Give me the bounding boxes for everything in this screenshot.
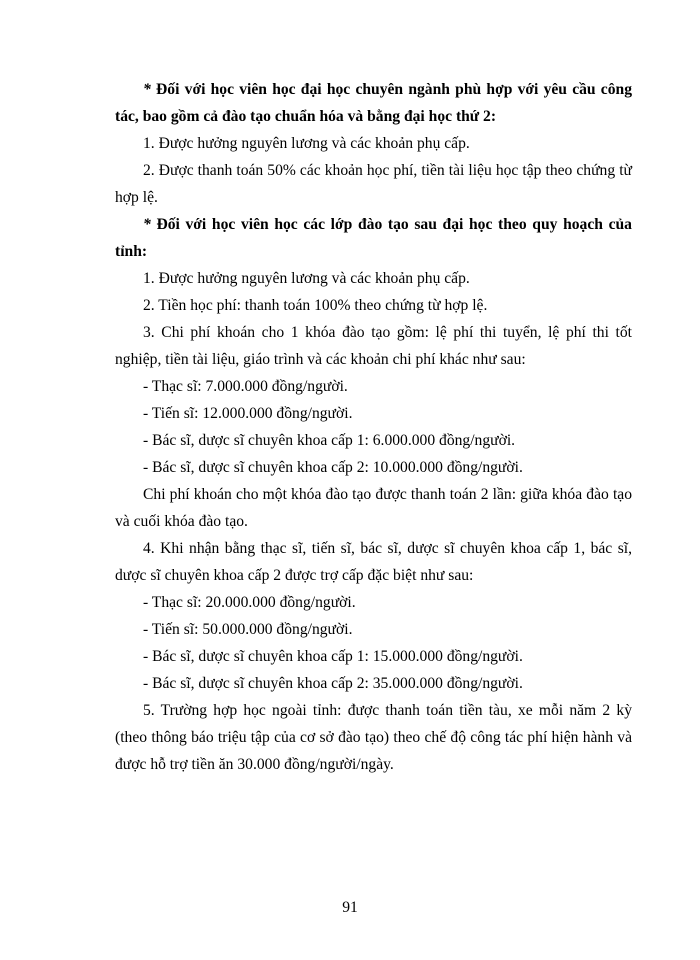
allowance-list-item: - Thạc sĩ: 20.000.000 đồng/người. (143, 594, 356, 611)
allowance-list-item: - Tiến sĩ: 50.000.000 đồng/người. (143, 621, 353, 638)
section-2-item-1: 1. Được hưởng nguyên lương và các khoản phụ cấp. (143, 270, 470, 287)
section-2-item-4: 4. Khi nhận bằng thạc sĩ, tiến sĩ, bác sĩ, dược sĩ chuyên khoa cấp 1, bác sĩ, dược sĩ chuyên khoa cấp 2 được trợ cấp đặc biệt như sau: (115, 540, 632, 584)
cost-list-item: - Bác sĩ, dược sĩ chuyên khoa cấp 1: 6.000.000 đồng/người. (143, 432, 516, 449)
section-1-heading-text: Đối với học viên học đại học chuyên ngành phù hợp với yêu cầu công tác, bao gồm cả đào tạo chuẩn hóa và bằng đại học thứ 2: (115, 81, 632, 125)
section-2-heading-text: Đối với học viên học các lớp đào tạo sau đại học theo quy hoạch của tỉnh: (115, 216, 632, 260)
cost-list-item: - Tiến sĩ: 12.000.000 đồng/người. (143, 405, 353, 422)
section-2-heading (115, 211, 632, 265)
document-body (115, 76, 632, 778)
allowance-list-item: - Bác sĩ, dược sĩ chuyên khoa cấp 1: 15.000.000 đồng/người. (143, 648, 523, 665)
section-1-heading-mark: * (143, 81, 151, 98)
section-2-item-5: 5. Trường hợp học ngoài tỉnh: được thanh toán tiền tàu, xe mỗi năm 2 kỳ (theo thông báo triệu tập của cơ sở đào tạo) theo chế độ công tác phí hiện hành và được hỗ trợ tiền ăn 30.000 đồng/người/ngày. (115, 702, 632, 773)
section-2-heading-mark: * (143, 216, 151, 233)
cost-list-item: - Bác sĩ, dược sĩ chuyên khoa cấp 2: 10.000.000 đồng/người. (143, 459, 523, 476)
section-2-item-2: 2. Tiền học phí: thanh toán 100% theo chứng từ hợp lệ. (143, 297, 488, 314)
page-number: 91 (342, 899, 358, 916)
section-1-item-1: 1. Được hưởng nguyên lương và các khoản phụ cấp. (143, 135, 470, 152)
section-1-heading (115, 76, 632, 130)
section-2-item-3: 3. Chi phí khoán cho 1 khóa đào tạo gồm: lệ phí thi tuyển, lệ phí thi tốt nghiệp, tiền tài liệu, giáo trình và các khoản chi phí khác như sau: (115, 324, 632, 368)
section-1-item-2: 2. Được thanh toán 50% các khoản học phí, tiền tài liệu học tập theo chứng từ hợp lệ. (115, 162, 632, 206)
payment-note: Chi phí khoán cho một khóa đào tạo được thanh toán 2 lần: giữa khóa đào tạo và cuối khóa đào tạo. (115, 486, 632, 530)
cost-list-item: - Thạc sĩ: 7.000.000 đồng/người. (143, 378, 348, 395)
allowance-list-item: - Bác sĩ, dược sĩ chuyên khoa cấp 2: 35.000.000 đồng/người. (143, 675, 523, 692)
